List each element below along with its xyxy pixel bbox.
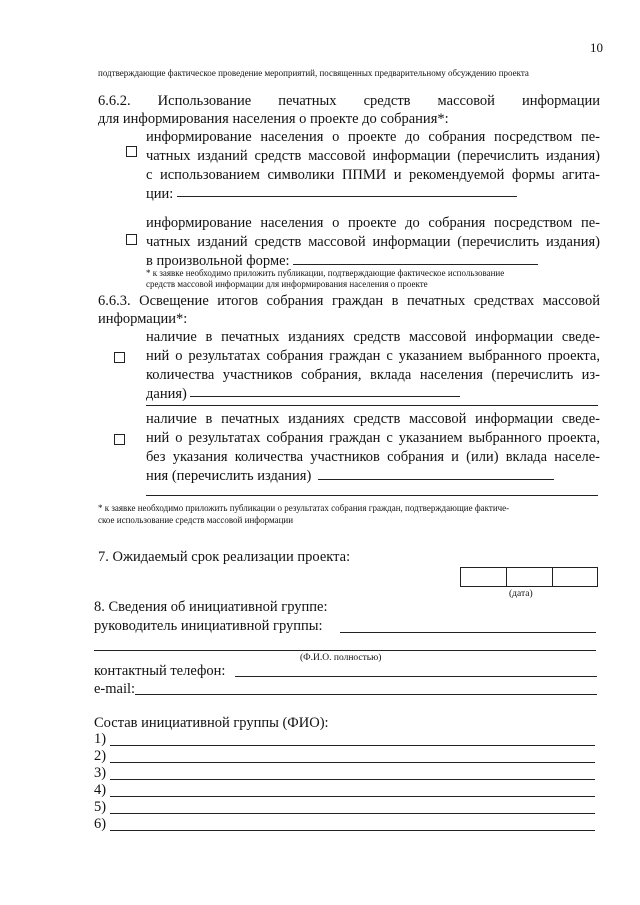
option-662-2-line2: чатных изданий средств массовой информации (перечислить издания) [146, 234, 600, 250]
option-663-1-line4: дания) [146, 386, 187, 402]
checkbox-663-with-participants[interactable] [114, 352, 125, 363]
page-number: 10 [590, 40, 603, 55]
option-663-1-line3: количества участников собрания, вклада населения (перечислить из- [146, 367, 600, 383]
member-number: 6) [94, 816, 107, 832]
members-heading: Состав инициативной группы (ФИО): [94, 715, 329, 731]
member-field-2[interactable] [110, 762, 595, 763]
email-field[interactable] [135, 694, 597, 695]
option-663-1-line1: наличие в печатных изданиях средств массовой информации сведе- [146, 329, 600, 345]
option-662-2-line3: в произвольной форме: [146, 253, 290, 269]
field-663-2-publications[interactable] [318, 479, 554, 480]
option-663-1-line2: ний о результатах собрания граждан с указанием выбранного проекта, [146, 348, 600, 364]
option-663-2-line4: ния (перечислить издания) [146, 468, 312, 484]
phone-field[interactable] [235, 676, 597, 677]
intro-note: подтверждающие фактическое проведение мероприятий, посвященных предварительному обсуждению проекта [98, 68, 529, 78]
member-number: 5) [94, 799, 107, 815]
member-field-4[interactable] [110, 796, 595, 797]
leader-label: руководитель инициативной группы: [94, 618, 323, 634]
member-field-5[interactable] [110, 813, 595, 814]
footnote-662-line2: средств массовой информации для информирования населения о проекте [146, 279, 428, 289]
member-field-6[interactable] [110, 830, 595, 831]
field-663-2-publications-extra[interactable] [146, 495, 598, 496]
member-number: 2) [94, 748, 107, 764]
section-6-6-2-heading-line2: для информирования населения о проекте до собрания*: [98, 111, 449, 127]
field-663-1-publications-extra[interactable] [146, 405, 598, 406]
field-662-1-publications[interactable] [177, 196, 517, 197]
member-field-3[interactable] [110, 779, 595, 780]
date-caption: (дата) [509, 589, 533, 599]
email-label: e-mail: [94, 681, 136, 697]
field-662-2-publications[interactable] [293, 264, 538, 265]
section-8-heading: 8. Сведения об инициативной группе: [94, 599, 328, 615]
option-663-2-line1: наличие в печатных изданиях средств массовой информации сведе- [146, 411, 600, 427]
checkbox-662-symbolics[interactable] [126, 146, 137, 157]
date-field-divider [552, 568, 553, 586]
leader-name-field[interactable] [340, 632, 596, 633]
fio-caption: (Ф.И.О. полностью) [300, 653, 382, 663]
phone-label: контактный телефон: [94, 663, 226, 679]
option-662-2-line1: информирование населения о проекте до собрания посредством пе- [146, 215, 600, 231]
member-field-1[interactable] [110, 745, 595, 746]
option-663-2-line3: без указания количества участников собрания и (или) вклада населе- [146, 449, 600, 465]
option-662-1-line4: ции: [146, 186, 174, 202]
leader-name-field-extra[interactable] [94, 650, 596, 651]
field-663-1-publications[interactable] [190, 396, 460, 397]
footnote-663-line2: ское использование средств массовой информации [98, 515, 294, 525]
member-number: 3) [94, 765, 107, 781]
section-6-6-3-heading-line2: информации*: [98, 311, 188, 327]
option-662-1-line2: чатных изданий средств массовой информации (перечислить издания) [146, 148, 600, 164]
section-6-6-2-heading-line1: 6.6.2. Использование печатных средств массовой информации [98, 93, 600, 109]
checkbox-662-free-form[interactable] [126, 234, 137, 245]
member-number: 4) [94, 782, 107, 798]
date-field-divider [506, 568, 507, 586]
section-7-heading: 7. Ожидаемый срок реализации проекта: [98, 549, 351, 565]
option-663-2-line2: ний о результатах собрания граждан с указанием выбранного проекта, [146, 430, 600, 446]
date-field[interactable] [460, 567, 598, 587]
footnote-663-line1: * к заявке необходимо приложить публикации о результатах собрания граждан, подтверждающие фактиче- [98, 503, 510, 513]
member-number: 1) [94, 731, 107, 747]
footnote-662-line1: * к заявке необходимо приложить публикации, подтверждающие фактическое использование [146, 268, 505, 278]
option-662-1-line3: с использованием символики ППМИ и рекомендуемой формы агита- [146, 167, 600, 183]
section-6-6-3-heading-line1: 6.6.3. Освещение итогов собрания граждан в печатных средствах массовой [98, 293, 600, 309]
checkbox-663-without-participants[interactable] [114, 434, 125, 445]
option-662-1-line1: информирование населения о проекте до собрания посредством пе- [146, 129, 600, 145]
